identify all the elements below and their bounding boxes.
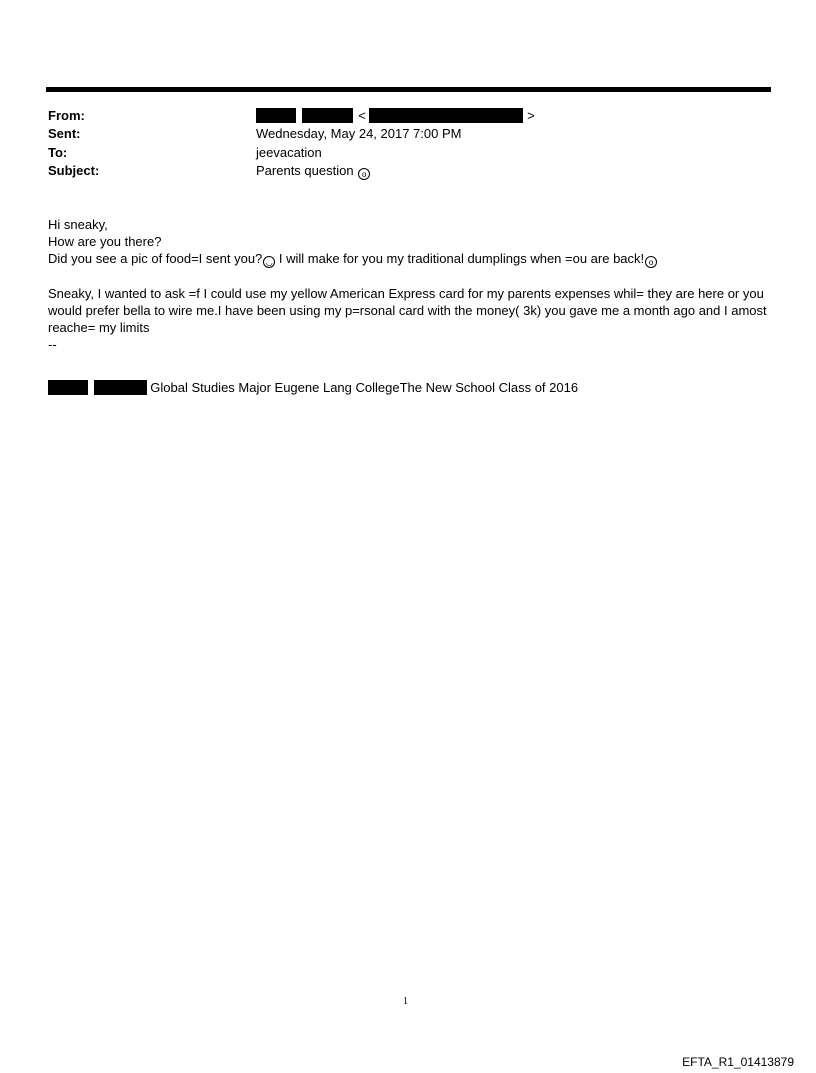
body-paragraph-2: Sneaky, I wanted to ask =f I could use my yellow American Express card for my parents expenses whil= they are here or you would prefer bella to wire me.I have been using my p=rsonal card with the money( 3k) you gave me a month ago and I amost reache= my limits [48, 286, 767, 335]
signature-line [48, 379, 578, 396]
to-value: jeevacation [256, 145, 322, 160]
sent-row [48, 125, 768, 142]
from-email-open-bracket: < [358, 108, 366, 123]
subject-row [48, 162, 768, 179]
body-line-3b: I will make for you my traditional dumplings when =ou are back! [275, 251, 645, 266]
sent-label: Sent: [48, 126, 81, 141]
to-row [48, 144, 768, 161]
message-body [48, 216, 773, 353]
surprised-face-icon: o [645, 256, 657, 268]
greeting: Hi sneaky, [48, 217, 108, 232]
smiley-face-icon: ◡ [263, 256, 275, 268]
from-label: From: [48, 108, 85, 123]
to-label: To: [48, 145, 68, 160]
subject-value: Parents question [256, 163, 354, 178]
redacted-last-name [302, 108, 353, 123]
body-line-3 [48, 250, 773, 268]
page-number: 1 [403, 996, 408, 1007]
redacted-first-name [256, 108, 296, 123]
document-id: EFTA_R1_01413879 [682, 1055, 794, 1069]
signature-text: Global Studies Major Eugene Lang CollegeThe New School Class of 2016 [150, 380, 579, 395]
redacted-email [369, 108, 523, 123]
body-line-2: How are you there? [48, 234, 162, 249]
subject-value-wrap [256, 162, 370, 180]
redacted-sig-first-name [48, 380, 88, 395]
blank-line [48, 268, 773, 285]
header-rule [46, 87, 771, 92]
redacted-sig-last-name [94, 380, 147, 395]
subject-label: Subject: [48, 163, 100, 178]
from-email-close-bracket: > [527, 108, 535, 123]
from-value [256, 107, 535, 124]
surprised-face-icon: o [358, 168, 370, 180]
from-row [48, 107, 768, 124]
sent-value: Wednesday, May 24, 2017 7:00 PM [256, 126, 462, 141]
body-line-3a: Did you see a pic of food=I sent you? [48, 251, 263, 266]
signature-separator: -- [48, 337, 57, 352]
